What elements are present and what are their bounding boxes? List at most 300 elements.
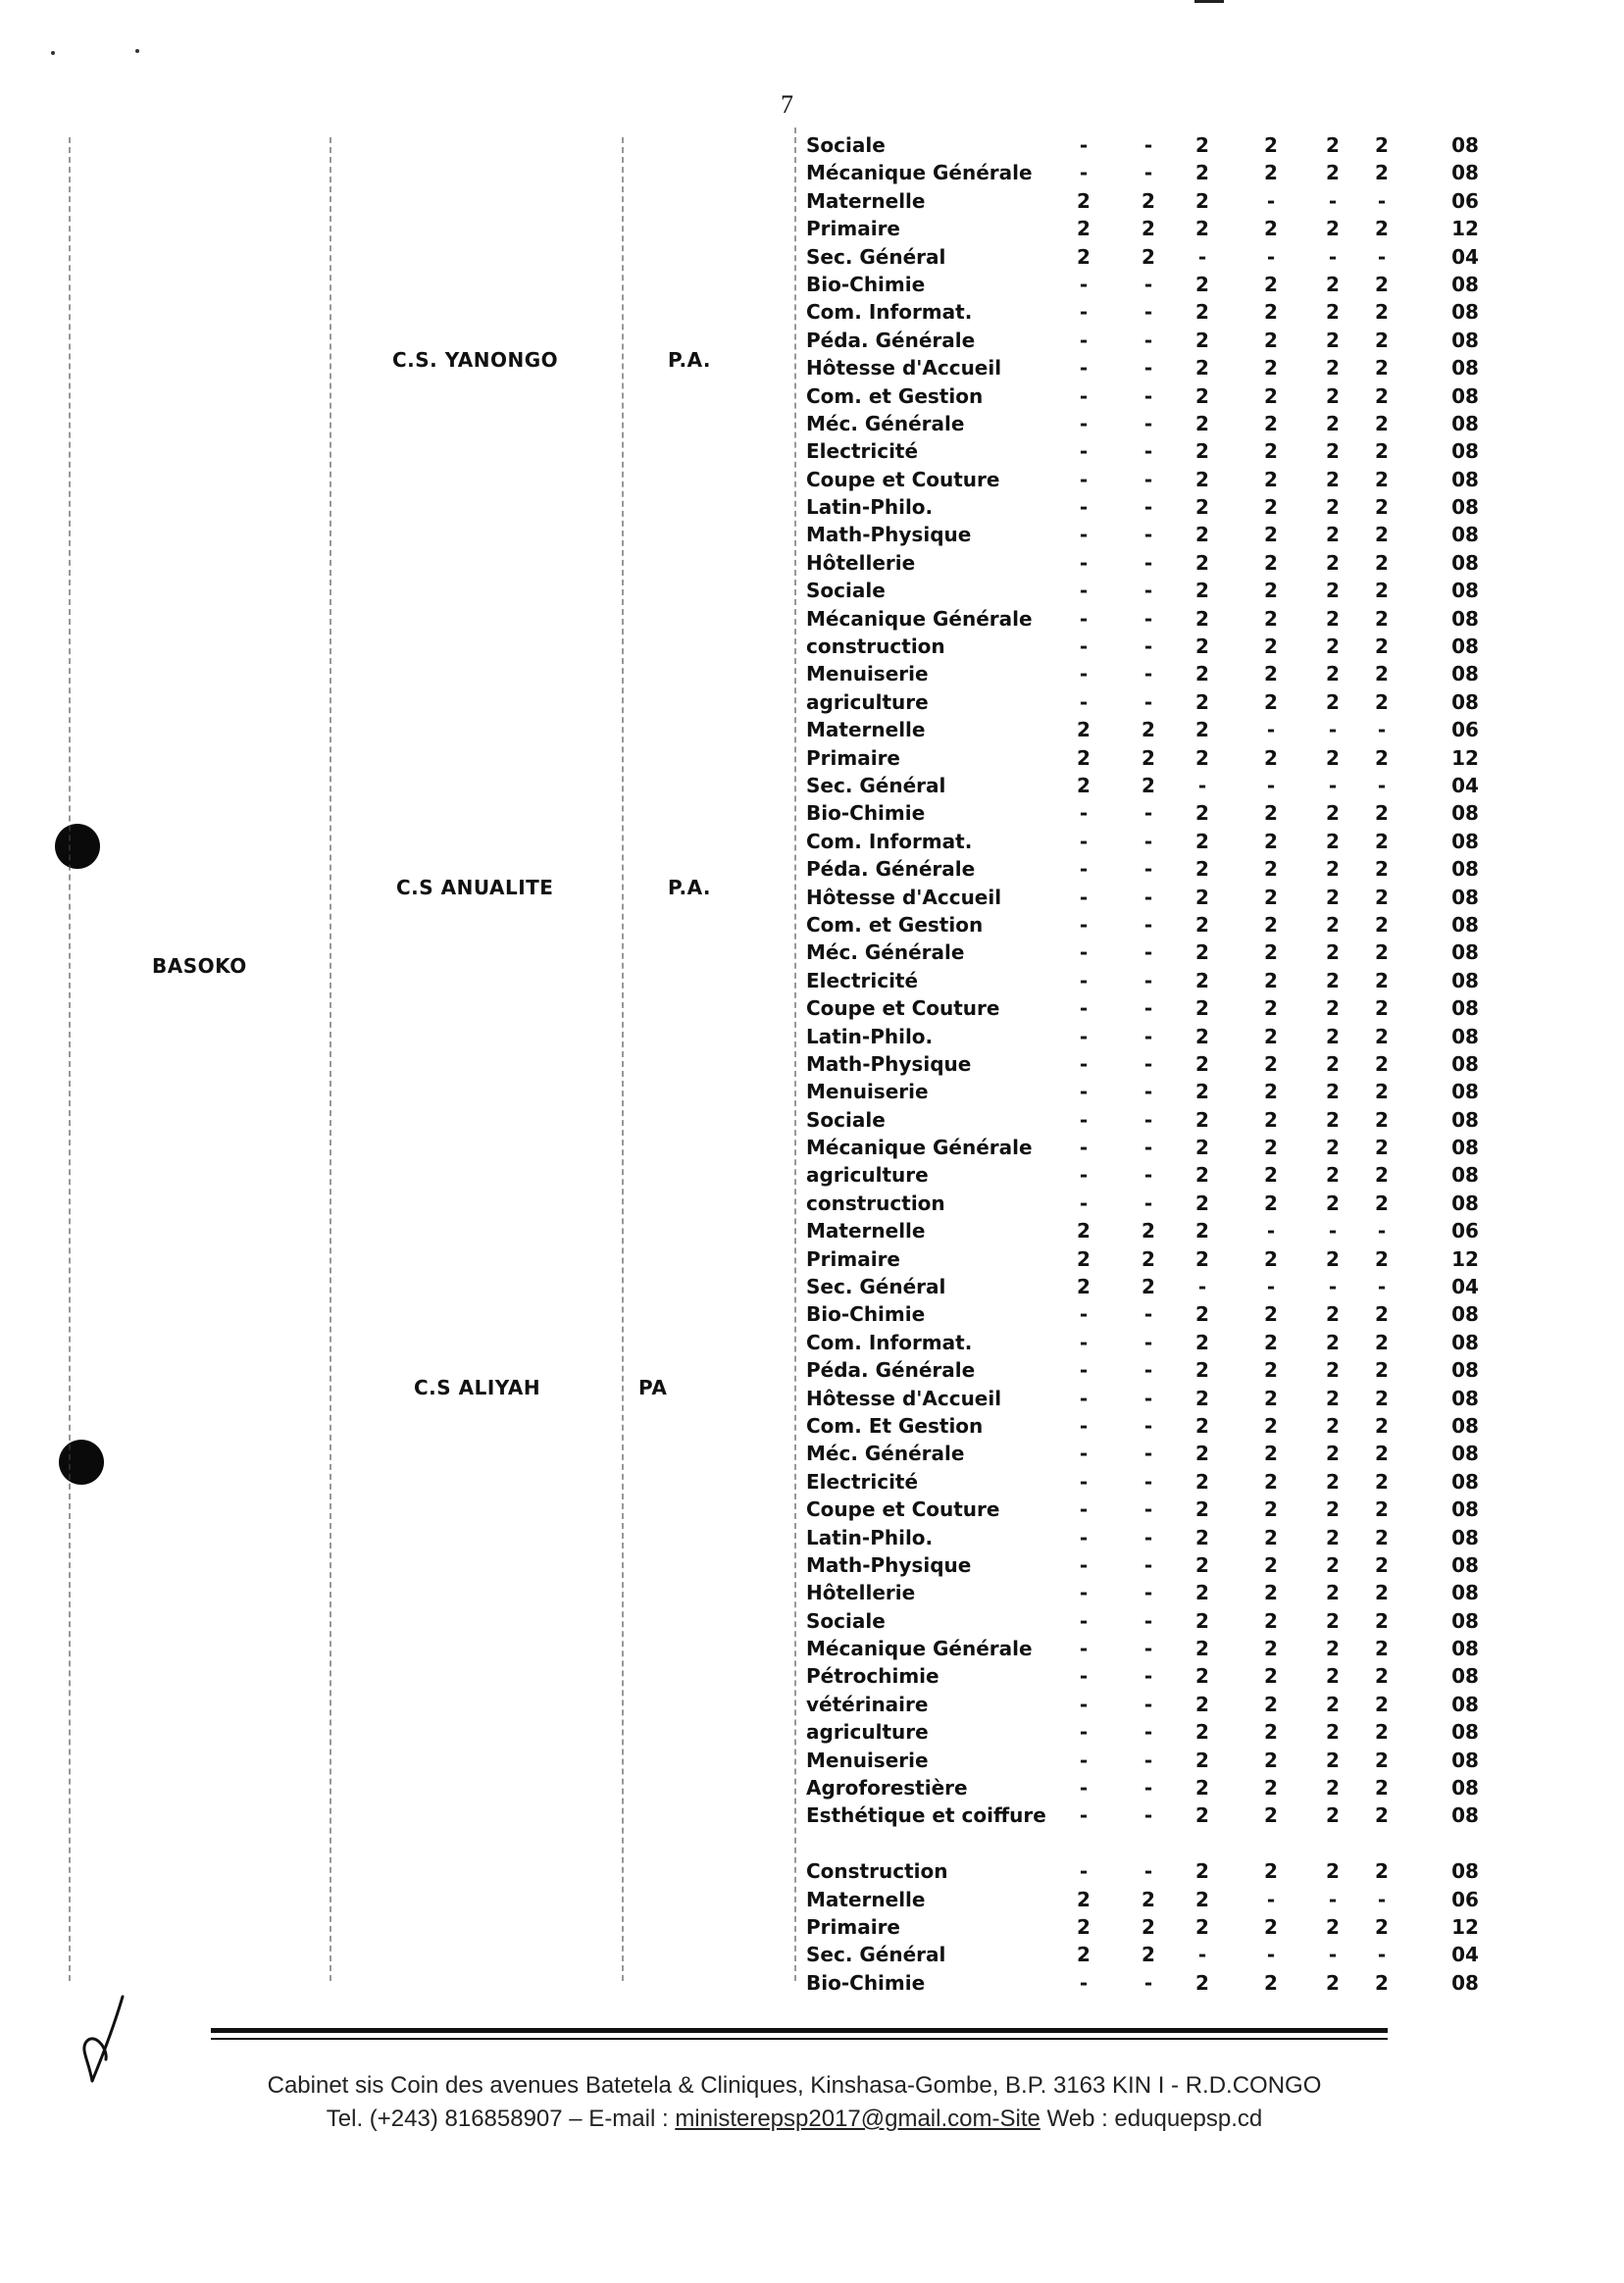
count-cell: -	[1143, 606, 1153, 631]
footer-address: Cabinet sis Coin des avenues Batetela & Cliniques, Kinshasa-Gombe, B.P. 3163 KIN I - R.D.CONGO	[267, 2072, 1322, 2099]
table-row	[802, 1385, 1489, 1412]
count-cell: 2	[1264, 829, 1278, 853]
count-cell: 2	[1375, 996, 1389, 1021]
count-cell: 2	[1264, 1497, 1278, 1522]
option-name: Latin-Philo.	[806, 1024, 934, 1048]
total-cell: 08	[1451, 439, 1479, 464]
count-cell: 2	[1264, 1803, 1278, 1828]
count-cell: 2	[1142, 244, 1155, 269]
count-cell: -	[1079, 940, 1089, 965]
option-name: Math-Physique	[806, 523, 972, 547]
option-name: Hôtesse d'Accueil	[806, 1386, 1002, 1410]
count-cell: 2	[1264, 1637, 1278, 1661]
count-cell: -	[1079, 1080, 1089, 1104]
table-row	[802, 1579, 1489, 1606]
count-cell: 2	[1264, 1051, 1278, 1076]
total-cell: 08	[1451, 1552, 1479, 1577]
footer-rule	[211, 2038, 1388, 2040]
count-cell: -	[1079, 1859, 1089, 1884]
option-name: Sec. Général	[806, 1275, 946, 1299]
count-cell: -	[1079, 829, 1089, 853]
count-cell: -	[1079, 1358, 1089, 1383]
count-cell: 2	[1375, 383, 1389, 408]
count-cell: -	[1079, 1970, 1089, 1995]
count-cell: -	[1143, 1163, 1153, 1188]
count-cell: -	[1079, 912, 1089, 937]
count-cell: 2	[1195, 1970, 1209, 1995]
count-cell: -	[1143, 1581, 1153, 1605]
count-cell: 2	[1326, 1386, 1340, 1410]
count-cell: 2	[1326, 467, 1340, 491]
count-cell: -	[1143, 467, 1153, 491]
count-cell: 2	[1375, 1552, 1389, 1577]
count-cell: 2	[1264, 383, 1278, 408]
page-number: 7	[781, 90, 793, 119]
count-cell: 2	[1326, 996, 1340, 1021]
count-cell: -	[1143, 161, 1153, 185]
count-cell: 2	[1195, 1302, 1209, 1327]
table-row	[802, 1134, 1489, 1161]
count-cell: 2	[1264, 1608, 1278, 1633]
option-name: Mécanique Générale	[806, 1136, 1033, 1160]
count-cell: 2	[1195, 133, 1209, 157]
total-cell: 06	[1451, 1887, 1479, 1911]
table-row	[802, 772, 1489, 799]
count-cell: 2	[1326, 801, 1340, 826]
count-cell: 2	[1326, 1552, 1340, 1577]
count-cell: 2	[1264, 1413, 1278, 1438]
table-row	[802, 131, 1489, 159]
option-name: Maternelle	[806, 718, 926, 742]
count-cell: 2	[1195, 606, 1209, 631]
count-cell: 2	[1375, 1051, 1389, 1076]
count-cell: 2	[1375, 1469, 1389, 1494]
count-cell: 2	[1264, 579, 1278, 603]
table-row	[802, 159, 1489, 186]
count-cell: 2	[1142, 188, 1155, 213]
count-cell: -	[1079, 1803, 1089, 1828]
count-cell: 2	[1326, 1051, 1340, 1076]
count-cell: 2	[1375, 1497, 1389, 1522]
count-cell: -	[1328, 1943, 1338, 1967]
table-row	[802, 1329, 1489, 1356]
table-row	[802, 1718, 1489, 1746]
count-cell: 2	[1264, 801, 1278, 826]
count-cell: 2	[1375, 1637, 1389, 1661]
count-cell: 2	[1077, 244, 1091, 269]
count-cell: 2	[1195, 1163, 1209, 1188]
count-cell: 2	[1195, 968, 1209, 992]
table-row	[802, 660, 1489, 687]
total-cell: 08	[1451, 1163, 1479, 1188]
count-cell: -	[1143, 801, 1153, 826]
total-cell: 08	[1451, 606, 1479, 631]
count-cell: -	[1143, 1552, 1153, 1577]
total-cell: 08	[1451, 495, 1479, 520]
total-cell: 08	[1451, 1136, 1479, 1160]
count-cell: -	[1143, 356, 1153, 380]
table-row	[802, 1496, 1489, 1523]
count-cell: 2	[1077, 1246, 1091, 1271]
option-name: Electricité	[806, 1469, 919, 1494]
count-cell: 2	[1264, 1970, 1278, 1995]
count-cell: 2	[1326, 272, 1340, 296]
table-row	[802, 577, 1489, 604]
options-table	[802, 131, 1489, 1997]
count-cell: -	[1079, 1330, 1089, 1354]
count-cell: -	[1143, 495, 1153, 520]
count-cell: -	[1143, 1608, 1153, 1633]
count-cell: -	[1143, 1776, 1153, 1801]
count-cell: -	[1143, 829, 1153, 853]
table-row	[802, 744, 1489, 772]
count-cell: -	[1266, 1275, 1276, 1299]
option-name: agriculture	[806, 689, 929, 714]
total-cell: 04	[1451, 244, 1479, 269]
option-name: Sociale	[806, 1608, 886, 1633]
count-cell: 2	[1326, 634, 1340, 659]
count-cell: 2	[1326, 940, 1340, 965]
scan-mark	[1194, 0, 1224, 3]
option-name: Electricité	[806, 439, 919, 464]
count-cell: 2	[1195, 1859, 1209, 1884]
count-cell: 2	[1195, 467, 1209, 491]
option-name: Hôtellerie	[806, 1581, 916, 1605]
count-cell: 2	[1195, 1664, 1209, 1689]
table-row	[802, 855, 1489, 883]
count-cell: 2	[1195, 1246, 1209, 1271]
option-name: Bio-Chimie	[806, 1302, 926, 1327]
count-cell: 2	[1326, 829, 1340, 853]
count-cell: 2	[1195, 523, 1209, 547]
count-cell: -	[1079, 383, 1089, 408]
count-cell: 2	[1264, 662, 1278, 686]
count-cell: 2	[1264, 996, 1278, 1021]
count-cell: 2	[1326, 1330, 1340, 1354]
count-cell: 2	[1264, 634, 1278, 659]
count-cell: -	[1079, 411, 1089, 435]
count-cell: -	[1328, 244, 1338, 269]
count-cell: -	[1143, 328, 1153, 352]
total-cell: 08	[1451, 1080, 1479, 1104]
count-cell: 2	[1195, 1887, 1209, 1911]
count-cell: -	[1079, 606, 1089, 631]
option-name: Esthétique et coiffure	[806, 1803, 1046, 1828]
count-cell: -	[1143, 968, 1153, 992]
count-cell: 2	[1264, 1024, 1278, 1048]
count-cell: -	[1143, 1469, 1153, 1494]
count-cell: -	[1143, 1107, 1153, 1132]
count-cell: -	[1079, 1720, 1089, 1745]
count-cell: 2	[1077, 718, 1091, 742]
count-cell: 2	[1326, 1970, 1340, 1995]
count-cell: 2	[1326, 1748, 1340, 1772]
option-name: Com. Informat.	[806, 829, 973, 853]
count-cell: 2	[1195, 1024, 1209, 1048]
table-row	[802, 1551, 1489, 1579]
count-cell: -	[1079, 1442, 1089, 1466]
total-cell: 08	[1451, 356, 1479, 380]
count-cell: 2	[1195, 1107, 1209, 1132]
count-cell: 2	[1375, 634, 1389, 659]
count-cell: 2	[1326, 912, 1340, 937]
count-cell: 2	[1375, 133, 1389, 157]
count-cell: -	[1377, 244, 1387, 269]
table-row	[802, 1440, 1489, 1467]
total-cell: 08	[1451, 662, 1479, 686]
count-cell: 2	[1264, 161, 1278, 185]
count-cell: 2	[1195, 1080, 1209, 1104]
count-cell: -	[1143, 1080, 1153, 1104]
count-cell: -	[1143, 1803, 1153, 1828]
count-cell: 2	[1195, 1219, 1209, 1243]
table-row	[802, 1356, 1489, 1384]
count-cell: -	[1079, 968, 1089, 992]
count-cell: 2	[1195, 634, 1209, 659]
total-cell: 08	[1451, 579, 1479, 603]
count-cell: 2	[1375, 1080, 1389, 1104]
count-cell: -	[1143, 912, 1153, 937]
option-name: Maternelle	[806, 188, 926, 213]
count-cell: -	[1328, 1275, 1338, 1299]
table-border-school	[622, 137, 624, 1981]
total-cell: 08	[1451, 912, 1479, 937]
count-cell: 2	[1195, 411, 1209, 435]
count-cell: 2	[1326, 606, 1340, 631]
option-name: Péda. Générale	[806, 857, 976, 882]
total-cell: 08	[1451, 1497, 1479, 1522]
school-status: PA	[638, 1376, 668, 1399]
option-name: Com. et Gestion	[806, 912, 984, 937]
count-cell: 2	[1326, 885, 1340, 909]
count-cell: 2	[1195, 1720, 1209, 1745]
count-cell: 2	[1195, 217, 1209, 241]
count-cell: 2	[1375, 1386, 1389, 1410]
count-cell: 2	[1195, 1608, 1209, 1633]
count-cell: 2	[1142, 1219, 1155, 1243]
count-cell: -	[1079, 1664, 1089, 1689]
count-cell: -	[1079, 1051, 1089, 1076]
option-name: Primaire	[806, 745, 900, 770]
option-name: Mécanique Générale	[806, 1637, 1033, 1661]
count-cell: 2	[1326, 411, 1340, 435]
footer-site-label: -Site	[991, 2105, 1040, 2132]
table-row	[802, 382, 1489, 410]
total-cell: 08	[1451, 300, 1479, 325]
total-cell: 08	[1451, 1803, 1479, 1828]
table-row	[802, 1524, 1489, 1551]
count-cell: 2	[1375, 1664, 1389, 1689]
count-cell: 2	[1195, 801, 1209, 826]
table-row	[802, 1635, 1489, 1662]
scan-speck	[135, 49, 139, 53]
count-cell: 2	[1264, 606, 1278, 631]
option-name: Hôtesse d'Accueil	[806, 356, 1002, 380]
scan-speck	[51, 51, 55, 55]
count-cell: 2	[1195, 1692, 1209, 1716]
footer-phone: Tel. (+243) 816858907 – E-mail :	[326, 2105, 676, 2132]
count-cell: -	[1079, 1776, 1089, 1801]
count-cell: 2	[1264, 689, 1278, 714]
count-cell: 2	[1195, 1358, 1209, 1383]
table-row	[802, 1774, 1489, 1801]
count-cell: 2	[1264, 328, 1278, 352]
count-cell: 2	[1195, 300, 1209, 325]
table-border-left	[69, 137, 71, 1981]
count-cell: 2	[1142, 773, 1155, 797]
total-cell: 04	[1451, 1943, 1479, 1967]
count-cell: 2	[1326, 300, 1340, 325]
option-name: Menuiserie	[806, 662, 929, 686]
count-cell: -	[1079, 300, 1089, 325]
count-cell: 2	[1195, 579, 1209, 603]
count-cell: 2	[1375, 1525, 1389, 1549]
count-cell: -	[1079, 523, 1089, 547]
count-cell: -	[1197, 1275, 1207, 1299]
count-cell: -	[1079, 161, 1089, 185]
table-row	[802, 716, 1489, 743]
count-cell: -	[1266, 1219, 1276, 1243]
count-cell: -	[1079, 1163, 1089, 1188]
table-row	[802, 1300, 1489, 1328]
total-cell: 08	[1451, 1386, 1479, 1410]
footer-email-link[interactable]: ministerepsp2017@gmail.com	[675, 2105, 992, 2132]
count-cell: -	[1079, 996, 1089, 1021]
count-cell: 2	[1326, 1191, 1340, 1215]
table-border-status	[794, 127, 796, 1981]
total-cell: 08	[1451, 1748, 1479, 1772]
table-row	[802, 1913, 1489, 1941]
count-cell: 2	[1375, 550, 1389, 575]
count-cell: 2	[1264, 1692, 1278, 1716]
total-cell: 08	[1451, 1413, 1479, 1438]
count-cell: -	[1143, 550, 1153, 575]
option-name: construction	[806, 1191, 945, 1215]
count-cell: 2	[1375, 1748, 1389, 1772]
count-cell: 2	[1375, 1302, 1389, 1327]
count-cell: 2	[1142, 217, 1155, 241]
total-cell: 08	[1451, 272, 1479, 296]
count-cell: -	[1377, 773, 1387, 797]
count-cell: 2	[1264, 1163, 1278, 1188]
count-cell: 2	[1326, 968, 1340, 992]
count-cell: 2	[1264, 1552, 1278, 1577]
count-cell: 2	[1264, 1330, 1278, 1354]
count-cell: -	[1079, 1608, 1089, 1633]
count-cell: 2	[1326, 1608, 1340, 1633]
count-cell: -	[1197, 1943, 1207, 1967]
option-name: Mécanique Générale	[806, 606, 1033, 631]
count-cell: 2	[1375, 1191, 1389, 1215]
count-cell: -	[1079, 1637, 1089, 1661]
count-cell: 2	[1195, 1413, 1209, 1438]
count-cell: -	[1143, 1136, 1153, 1160]
count-cell: 2	[1375, 1776, 1389, 1801]
count-cell: 2	[1195, 996, 1209, 1021]
option-name: Construction	[806, 1859, 948, 1884]
count-cell: 2	[1195, 1191, 1209, 1215]
option-name: Méc. Générale	[806, 411, 965, 435]
option-name: Maternelle	[806, 1219, 926, 1243]
count-cell: 2	[1375, 495, 1389, 520]
option-name: Electricité	[806, 968, 919, 992]
option-name: Méc. Générale	[806, 940, 965, 965]
total-cell: 08	[1451, 550, 1479, 575]
count-cell: -	[1143, 439, 1153, 464]
count-cell: 2	[1375, 467, 1389, 491]
total-cell: 08	[1451, 1442, 1479, 1466]
count-cell: 2	[1326, 579, 1340, 603]
count-cell: 2	[1326, 857, 1340, 882]
table-row	[802, 298, 1489, 326]
table-row	[802, 605, 1489, 633]
count-cell: 2	[1264, 1581, 1278, 1605]
count-cell: -	[1266, 1887, 1276, 1911]
total-cell: 08	[1451, 829, 1479, 853]
total-cell: 04	[1451, 1275, 1479, 1299]
count-cell: -	[1377, 1943, 1387, 1967]
count-cell: 2	[1375, 1024, 1389, 1048]
total-cell: 08	[1451, 634, 1479, 659]
count-cell: 2	[1326, 1637, 1340, 1661]
count-cell: 2	[1326, 1859, 1340, 1884]
table-row	[802, 271, 1489, 298]
option-name: Menuiserie	[806, 1080, 929, 1104]
count-cell: -	[1143, 1748, 1153, 1772]
count-cell: -	[1079, 133, 1089, 157]
count-cell: -	[1143, 1525, 1153, 1549]
count-cell: 2	[1375, 745, 1389, 770]
count-cell: 2	[1326, 161, 1340, 185]
option-name: Bio-Chimie	[806, 801, 926, 826]
footer-contact	[157, 2105, 1432, 2133]
count-cell: 2	[1195, 912, 1209, 937]
footer-website: Web : eduquepsp.cd	[1040, 2105, 1263, 2132]
option-name: Com. et Gestion	[806, 383, 984, 408]
option-name: Com. Informat.	[806, 1330, 973, 1354]
count-cell: -	[1143, 1637, 1153, 1661]
count-cell: -	[1079, 1386, 1089, 1410]
option-name: Péda. Générale	[806, 328, 976, 352]
count-cell: 2	[1195, 272, 1209, 296]
option-name: Primaire	[806, 1246, 900, 1271]
table-row	[802, 1801, 1489, 1857]
count-cell: 2	[1375, 328, 1389, 352]
count-cell: 2	[1326, 217, 1340, 241]
count-cell: 2	[1077, 217, 1091, 241]
count-cell: -	[1377, 718, 1387, 742]
count-cell: 2	[1195, 1803, 1209, 1828]
count-cell: 2	[1142, 1887, 1155, 1911]
count-cell: 2	[1195, 857, 1209, 882]
total-cell: 08	[1451, 161, 1479, 185]
count-cell: 2	[1077, 745, 1091, 770]
total-cell: 08	[1451, 1581, 1479, 1605]
count-cell: 2	[1264, 1748, 1278, 1772]
option-name: vétérinaire	[806, 1692, 929, 1716]
count-cell: 2	[1326, 439, 1340, 464]
count-cell: 2	[1264, 1246, 1278, 1271]
count-cell: 2	[1326, 328, 1340, 352]
count-cell: 2	[1264, 1302, 1278, 1327]
count-cell: -	[1079, 1469, 1089, 1494]
total-cell: 08	[1451, 1191, 1479, 1215]
count-cell: 2	[1195, 662, 1209, 686]
count-cell: 2	[1326, 1915, 1340, 1940]
count-cell: 2	[1264, 439, 1278, 464]
count-cell: 2	[1326, 745, 1340, 770]
count-cell: 2	[1375, 1163, 1389, 1188]
